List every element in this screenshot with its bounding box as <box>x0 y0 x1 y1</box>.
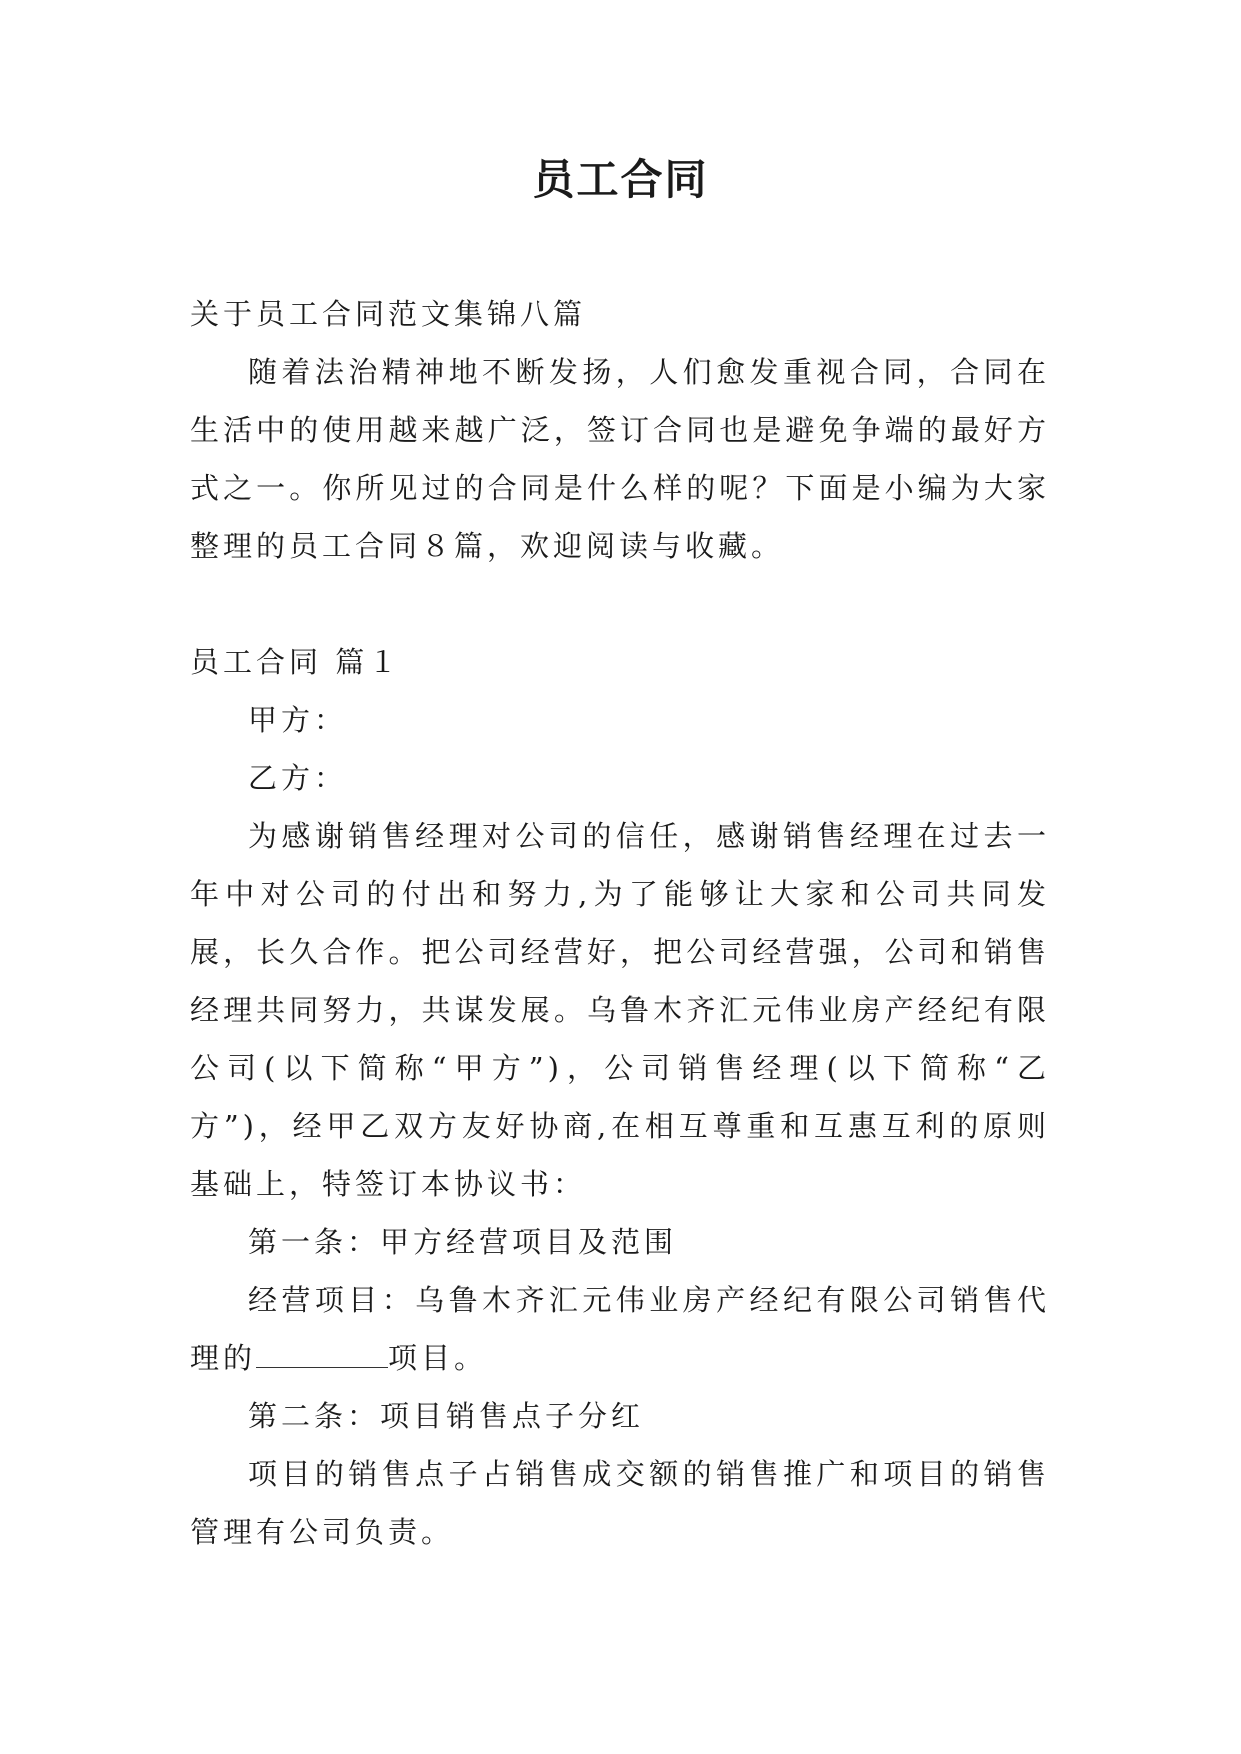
fill-in-blank <box>256 1343 388 1368</box>
preamble-paragraph: 为感谢销售经理对公司的信任，感谢销售经理在过去一年中对公司的付出和努力,为了能够让大家和公司共同发展，长久合作。把公司经营好，把公司经营强，公司和销售经理共同努力，共谋发展。乌鲁木齐汇元伟业房产经纪有限公司(以下简称“甲方”)，公司销售经理(以下简称“乙方”)，经甲乙双方友好协商,在相互尊重和互惠互利的原则基础上，特签订本协议书： <box>190 819 1050 1201</box>
article-1-title: 第一条：甲方经营项目及范围 <box>248 1225 678 1259</box>
document-subtitle: 关于员工合同范文集锦八篇 <box>190 297 587 331</box>
article-1-text <box>190 1271 1050 1387</box>
document-body <box>190 285 1050 1561</box>
article-2-text: 项目的销售点子占销售成交额的销售推广和项目的销售管理有公司负责。 <box>190 1457 1050 1549</box>
party-a-line: 甲方： <box>248 703 348 737</box>
article-1-text-after: 项目。 <box>388 1341 488 1375</box>
intro-paragraph: 随着法治精神地不断发扬，人们愈发重视合同，合同在生活中的使用越来越广泛，签订合同也是避免争端的最好方式之一。你所见过的合同是什么样的呢？下面是小编为大家整理的员工合同８篇，欢迎阅读与收藏。 <box>190 355 1050 563</box>
article-2-title: 第二条：项目销售点子分红 <box>248 1399 645 1433</box>
section-heading: 员工合同 篇１ <box>190 645 402 679</box>
party-b-line: 乙方： <box>248 761 348 795</box>
document-title: 员工合同 <box>532 155 709 204</box>
article-1-text-before: 经营项目：乌鲁木齐汇元伟业房产经纪有限公司销售代理的 <box>190 1283 1050 1375</box>
